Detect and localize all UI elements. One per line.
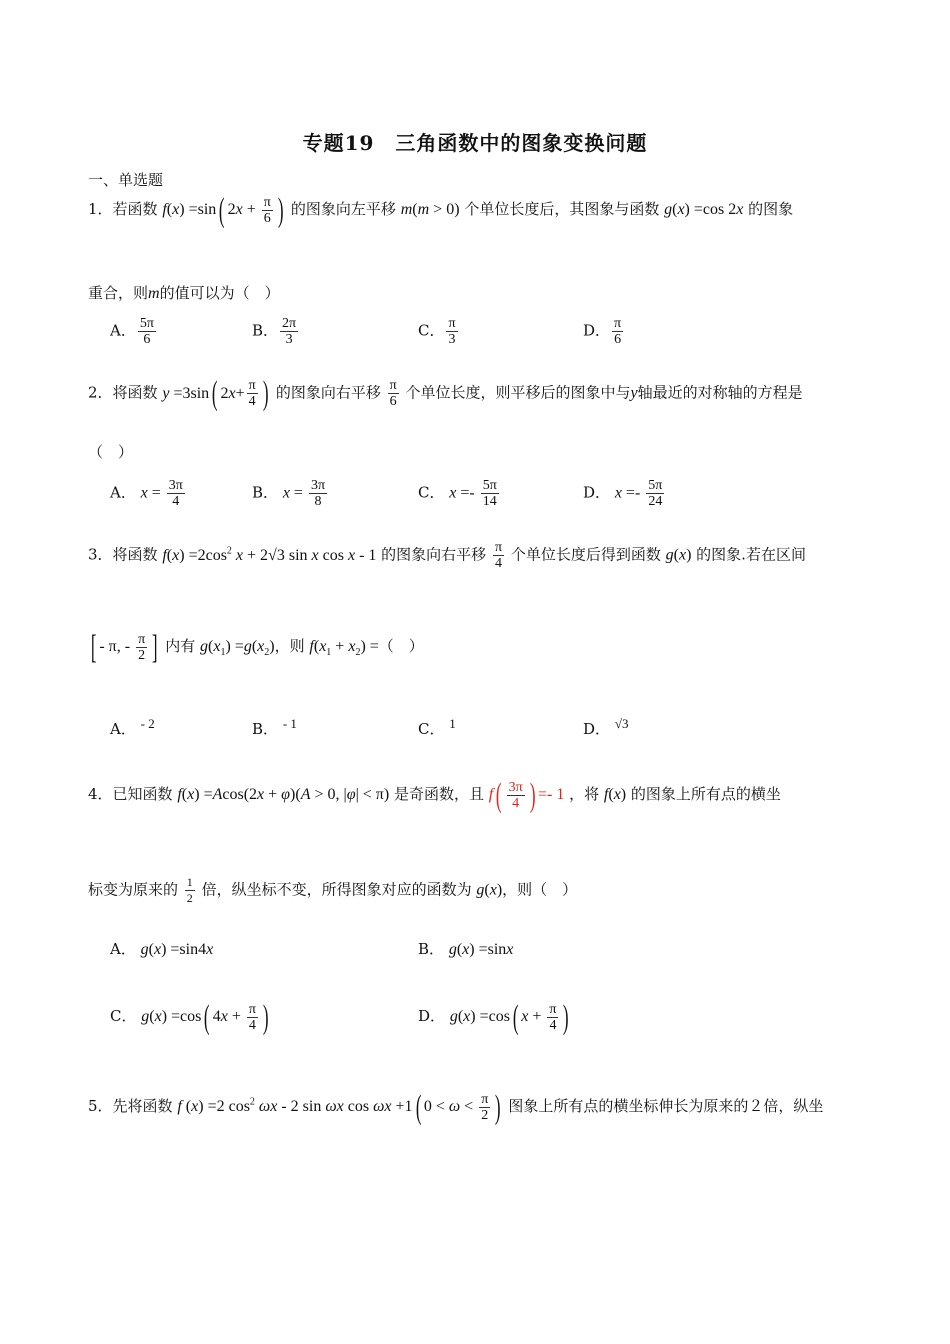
option-b[interactable]: B． $\frac{2\pi}{3}$ — [252, 316, 297, 347]
option-c[interactable]: C． $^1$ — [418, 716, 456, 738]
option-b[interactable]: B． $^{- 1}$ — [252, 716, 297, 738]
question-number: 3． — [88, 545, 113, 564]
math-expression: f(x) =Acos(2x + φ)(A > 0, |φ| < π) — [177, 786, 390, 804]
option-a[interactable]: A． x = $\frac{3\pi}{4}$ — [110, 478, 183, 509]
option-d[interactable]: D． x =- $\frac{5\pi}{24}$ — [583, 478, 663, 509]
question-number: 2． — [88, 383, 113, 402]
question-1-line-2: 重合，则m的值可以为（ ） — [88, 284, 280, 302]
option-d[interactable]: D． $^{√3}$ — [583, 716, 629, 738]
math-expression: $f(x) =2\cos^2$ x + 2√3 sin x cos x - 1 — [162, 545, 377, 564]
option-b[interactable]: B． x = $\frac{3\pi}{8}$ — [252, 478, 326, 509]
option-c[interactable]: C． $\frac{\pi}{3}$ — [418, 316, 456, 347]
math-expression: f (x) =2 $\cos^2 \omega x - 2$ sin ωx cos ωx +1( 0 < ω < $\frac{\pi}{2}$ ) — [177, 1088, 501, 1126]
page-title: 专题19 三角函数中的图象变换问题 — [302, 131, 648, 155]
question-number: 1． — [88, 200, 113, 219]
question-3-line-2: [ - π, - $\frac{\pi}{2}$ ] 内有 $g(x_1) =g(x_2)$，则 $f(x_1 + x_2)$ =（ ） — [88, 632, 424, 663]
question-3-line-1: 3．将函数 $f(x) =2\cos^2$ x + 2√3 sin x cos x - 1 的图象向右平移 $\frac{\pi}{4}$ 个单位长度后得到函数 g(x) 的图象.若在区间 — [88, 540, 806, 571]
section-heading: 一、单选题 — [88, 171, 164, 189]
math-expression: m(m > 0) — [400, 201, 460, 219]
option-c[interactable]: C． g(x) =cos( 4x + $\frac{\pi}{4}$ ) — [110, 998, 269, 1036]
option-b[interactable]: B． g(x) =sinx — [418, 940, 514, 958]
option-a[interactable]: A． $\frac{5\pi}{6}$ — [110, 316, 154, 347]
math-expression: y =3sin( 2x+ $\frac{\pi}{4}$ ) — [162, 374, 269, 412]
question-1-line-1: 1．若函数 f(x) =sin( 2x + $\frac{\pi}{6}$ ) 的图象向左平移 m(m > 0) 个单位长度后，其图象与函数 g(x) =cos 2x 的图象 — [88, 191, 794, 229]
question-number: 5． — [88, 1097, 113, 1116]
highlighted-condition: f( $\frac{3\pi}{4}$ ) =- 1 — [488, 776, 565, 814]
option-a[interactable]: A． g(x) =sin4x — [110, 940, 214, 958]
math-expression: f(x) =sin( 2x + $\frac{\pi}{6}$ ) — [162, 191, 284, 229]
option-d[interactable]: D． g(x) =cos( x + $\frac{\pi}{4}$ ) — [418, 998, 569, 1036]
question-2-line-1: 2．将函数 y =3sin( 2x+ $\frac{\pi}{4}$ ) 的图象向右平移 $\frac{\pi}{6}$ 个单位长度，则平移后的图象中与y轴最近的对称轴的方程是 — [88, 374, 803, 412]
question-5-line-1: 5．先将函数 f (x) =2 $\cos^2 \omega x - 2$ sin ωx cos ωx +1( 0 < ω < $\frac{\pi}{2}$ ) 图象上所有点的横坐标伸长为原来的２倍，纵坐 — [88, 1088, 824, 1126]
question-number: 4． — [88, 785, 113, 804]
option-a[interactable]: A． $^{- 2}$ — [110, 716, 155, 738]
math-expression: g(x) =cos 2x — [664, 201, 744, 219]
interval-expression: [ - π, - $\frac{\pi}{2}$ ] — [90, 628, 158, 666]
question-4-line-2: 标变为原来的 $\frac{1}{2}$ 倍，纵坐标不变，所得图象对应的函数为 g(x)，则（ ） — [88, 875, 578, 905]
option-c[interactable]: C． x =- $\frac{5\pi}{14}$ — [418, 478, 497, 509]
question-4-line-1: 4．已知函数 f(x) =Acos(2x + φ)(A > 0, |φ| < π) 是奇函数，且 f( $\frac{3\pi}{4}$ ) =- 1 ，将 f(x) 的图象上所有点的横坐 — [88, 776, 781, 814]
option-d[interactable]: D． $\frac{\pi}{6}$ — [583, 316, 622, 347]
question-2-line-2: （ ） — [88, 443, 134, 461]
